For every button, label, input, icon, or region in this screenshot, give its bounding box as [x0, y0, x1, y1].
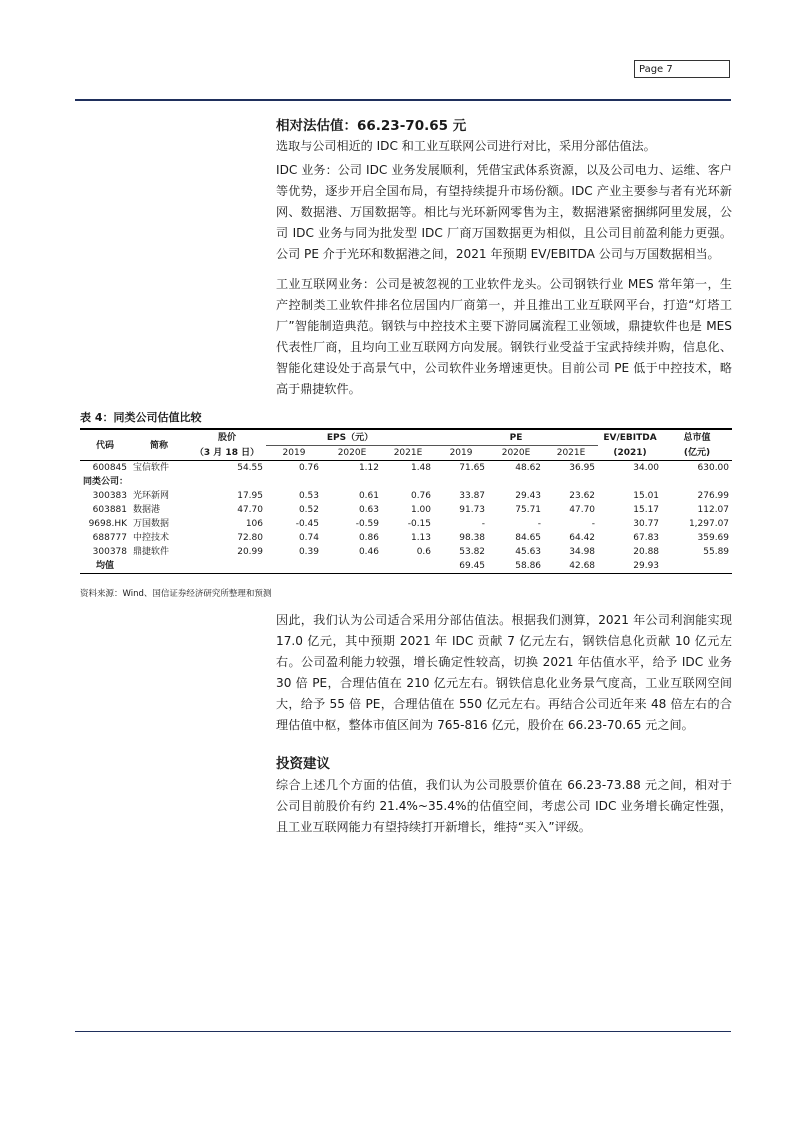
- cell: 20.99: [237, 547, 263, 557]
- cell: 300383: [92, 491, 127, 501]
- cell: 20.88: [633, 547, 660, 557]
- cell: 1.48: [410, 463, 432, 473]
- blank-cell: [130, 559, 188, 574]
- blank-cell: [266, 559, 322, 574]
- table-source: 资料来源：Wind、国信证券经济研究所整理和预测: [80, 589, 272, 599]
- col-price-date: （3 月 18 日）: [194, 447, 260, 458]
- cell: 0.53: [298, 491, 319, 501]
- average-label: 均值: [95, 561, 114, 571]
- table-title: 表 4：同类公司估值比较: [80, 411, 202, 424]
- relative-valuation-text: [276, 136, 732, 400]
- col-code: 代码: [95, 440, 114, 451]
- cell: 58.86: [515, 561, 542, 571]
- col-pe-2021e: 2021E: [556, 448, 586, 458]
- cell: 72.80: [237, 533, 263, 543]
- cell: 17.95: [237, 491, 263, 501]
- cell: 15.17: [633, 505, 660, 515]
- cell: 1,297.07: [688, 519, 730, 529]
- cell: 98.38: [459, 533, 486, 543]
- paragraph-intro: 选取与公司相近的 IDC 和工业互联网公司进行对比，采用分部估值法。: [276, 139, 656, 153]
- col-eps-2019: 2019: [282, 448, 306, 458]
- cell: 1.00: [410, 505, 432, 515]
- cell: 33.87: [459, 491, 486, 501]
- cell: 34.98: [569, 547, 596, 557]
- cell: 15.01: [633, 491, 660, 501]
- cell: 91.73: [459, 505, 486, 515]
- table-row: [80, 489, 732, 503]
- cell: 600845: [92, 463, 127, 473]
- peer-label: 同类公司：: [83, 477, 129, 487]
- cell: 47.70: [569, 505, 596, 515]
- paragraph-industrial-internet: 工业互联网业务：公司是被忽视的工业软件龙头。公司钢铁行业 MES 常年第一，生产控制类工业软件排名位居国内厂商第一，并且推出工业互联网平台，打造“灯塔工厂”智能制造典范。钢铁与中控技术主要下游同属流程工业领域，鼎捷软件也是 MES 代表性厂商，且均向工业互联网方向发展。钢铁行业受益于宝武持续并购，信息化、智能化建设处于高景气中，公司软件业务增速更快。目前公司 PE 低于中控技术，略高于鼎捷软件。: [276, 277, 732, 396]
- col-ev-ebitda: EV/EBITDA: [603, 433, 657, 444]
- blank-cell: [662, 559, 732, 574]
- cell: 71.65: [459, 463, 486, 473]
- cell: 106: [245, 519, 263, 529]
- col-pe-2019: 2019: [449, 448, 473, 458]
- cell: 0.74: [298, 533, 319, 543]
- table-row-peer-label: [80, 475, 732, 489]
- cell: 0.46: [358, 547, 379, 557]
- cell: 0.61: [358, 491, 379, 501]
- col-market-cap-unit: (亿元): [683, 447, 711, 458]
- table-row-average: [80, 559, 732, 574]
- cell: -0.59: [355, 519, 379, 529]
- page-number-box: [634, 60, 730, 78]
- cell: 69.45: [459, 561, 486, 571]
- col-pe-2020e: 2020E: [501, 448, 531, 458]
- cell: 9698.HK: [88, 519, 127, 529]
- cell: 359.69: [697, 533, 730, 543]
- cell: -0.15: [407, 519, 432, 529]
- cell: 36.95: [569, 463, 596, 473]
- table-row-main: [80, 461, 732, 476]
- cell: 55.89: [703, 547, 730, 557]
- blank-cell: [322, 559, 382, 574]
- cell: -: [591, 519, 596, 529]
- footer-rule: [75, 1031, 731, 1032]
- col-market-cap: 总市值: [683, 433, 711, 444]
- cell: 23.62: [569, 491, 596, 501]
- cell: -: [481, 519, 486, 529]
- cell: -0.45: [295, 519, 319, 529]
- blank-cell: [382, 559, 434, 574]
- valuation-comparison-table: [80, 431, 732, 574]
- cell: 30.77: [633, 519, 660, 529]
- col-name: 简称: [149, 440, 168, 451]
- paragraph-investment-advice: 综合上述几个方面的估值，我们认为公司股票价值在 66.23-73.88 元之间，相对于公司目前股价有约 21.4%~35.4%的估值空间，考虑公司 IDC 业务增长确定性强，且工业互联网能力有望持续打开新增长，维持“买入”评级。: [276, 778, 732, 834]
- cell: 75.71: [515, 505, 542, 515]
- cell: 42.68: [569, 561, 596, 571]
- cell: -: [537, 519, 542, 529]
- col-pe-group: PE: [434, 431, 598, 446]
- table-row: [80, 517, 732, 531]
- cell: 276.99: [697, 491, 730, 501]
- cell: 84.65: [515, 533, 542, 543]
- cell: 53.82: [459, 547, 486, 557]
- cell: 宝信软件: [133, 463, 170, 473]
- cell: 64.42: [569, 533, 596, 543]
- peer-rows: [80, 489, 732, 559]
- blank-cell: [188, 475, 732, 489]
- cell: 0.39: [298, 547, 319, 557]
- cell: 1.13: [410, 533, 432, 543]
- header-rule: [75, 99, 731, 101]
- cell: 54.55: [237, 463, 263, 473]
- cell: 鼎捷软件: [133, 547, 170, 557]
- col-eps-group: EPS（元）: [266, 431, 434, 446]
- cell: 0.86: [358, 533, 379, 543]
- cell: 光环新网: [133, 491, 170, 501]
- cell: 1.12: [358, 463, 379, 473]
- col-eps-2021e: 2021E: [393, 448, 423, 458]
- cell: 45.63: [515, 547, 542, 557]
- page-number: Page 7: [639, 64, 673, 75]
- cell: 0.6: [416, 547, 432, 557]
- paragraph-idc: IDC 业务：公司 IDC 业务发展顺利，凭借宝武体系资源，以及公司电力、运维、客户等优势，逐步开启全国布局，有望持续提升市场份额。IDC 产业主要参与者有光环新网、数据港、万国数据等。相比与光环新网零售为主，数据港紧密捆绑阿里发展，公司 IDC 业务与同为批发型 IDC 厂商万国数据更为相似，且公司目前盈利能力更强。公司 PE 介于光环和数据港之间，2021 年预期 EV/EBITDA 公司与万国数据相当。: [276, 163, 732, 261]
- cell: 67.83: [633, 533, 660, 543]
- blank-cell: [188, 559, 266, 574]
- table-top-rule: [80, 428, 732, 430]
- col-price: 股价: [217, 433, 236, 444]
- cell: 29.93: [633, 561, 660, 571]
- cell: 630.00: [697, 463, 730, 473]
- table-row: [80, 545, 732, 559]
- col-eps-2020e: 2020E: [337, 448, 367, 458]
- cell: 0.76: [410, 491, 432, 501]
- table-row: [80, 503, 732, 517]
- cell: 300378: [92, 547, 127, 557]
- cell: 112.07: [697, 505, 730, 515]
- cell: 中控技术: [133, 533, 170, 543]
- cell: 0.76: [298, 463, 319, 473]
- conclusion-text: [276, 610, 732, 736]
- investment-advice-text: [276, 775, 732, 838]
- cell: 603881: [92, 505, 127, 515]
- cell: 0.63: [358, 505, 379, 515]
- cell: 数据港: [133, 505, 161, 515]
- section-title-relative-valuation: 相对法估值：66.23-70.65 元: [276, 118, 467, 134]
- table-row: [80, 531, 732, 545]
- paragraph-segment-valuation: 因此，我们认为公司适合采用分部估值法。根据我们测算，2021 年公司利润能实现 17.0 亿元，其中预期 2021 年 IDC 贡献 7 亿元左右，钢铁信息化贡献 10 亿元左右。公司盈利能力较强，增长确定性较高，切换 2021 年估值水平，给予 IDC 业务 30 倍 PE，合理估值在 210 亿元左右。钢铁信息化业务景气度高，工业互联网空间大，给予 55 倍 PE，合理估值在 550 亿元左右。再结合公司近年来 48 倍左右的合理估值中枢，整体市值区间为 765-816 亿元，股价在 66.23-70.65 元之间。: [276, 613, 732, 732]
- cell: 万国数据: [133, 519, 170, 529]
- col-ev-year: (2021): [613, 447, 647, 458]
- cell: 29.43: [515, 491, 542, 501]
- cell: 48.62: [515, 463, 542, 473]
- cell: 34.00: [633, 463, 660, 473]
- cell: 0.52: [298, 505, 319, 515]
- cell: 688777: [92, 533, 127, 543]
- table-header-row-1: [80, 431, 732, 446]
- section-title-investment-advice: 投资建议: [276, 756, 330, 772]
- cell: 47.70: [237, 505, 263, 515]
